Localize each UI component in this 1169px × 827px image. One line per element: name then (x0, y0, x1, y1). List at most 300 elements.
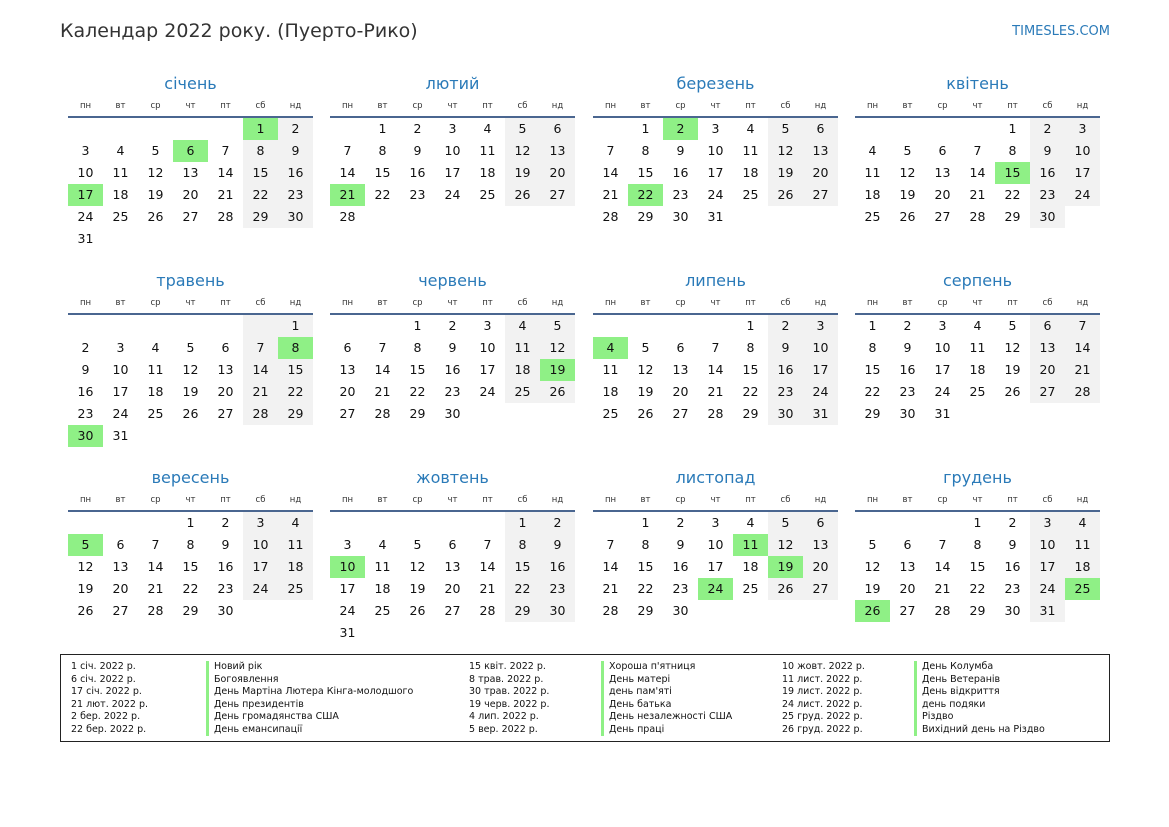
weekday-label: пт (482, 101, 493, 111)
empty-cell (435, 622, 470, 644)
day-cell: 19 (637, 384, 654, 399)
day-cell: 7 (378, 340, 387, 355)
month-name: липень (685, 271, 746, 290)
day-cell: 28 (217, 209, 234, 224)
weekday-label: вт (640, 101, 651, 111)
day-cell: 18 (147, 384, 164, 399)
day-cell: 8 (278, 337, 313, 359)
empty-cell (208, 315, 243, 337)
day-cell: 8 (868, 340, 877, 355)
day-cell: 15 (278, 359, 313, 381)
day-cell: 11 (742, 143, 759, 158)
day-cell: 14 (1065, 337, 1100, 359)
legend-names-3 (914, 661, 1045, 736)
day-cell: 13 (339, 362, 356, 377)
day-cell: 2 (1008, 515, 1017, 530)
weekday-label: вт (902, 101, 913, 111)
empty-cell (208, 228, 243, 250)
weekday-header (855, 493, 1100, 508)
day-cell: 11 (278, 534, 313, 556)
day-grid (330, 512, 575, 644)
weekday-label: пн (604, 495, 617, 505)
empty-cell (505, 206, 540, 228)
day-cell: 4 (116, 143, 125, 158)
month-name: березень (676, 74, 755, 93)
day-cell: 24 (1030, 578, 1065, 600)
weekday-label: пн (866, 495, 879, 505)
day-cell: 20 (540, 162, 575, 184)
day-cell: 27 (217, 406, 234, 421)
day-cell: 18 (112, 187, 129, 202)
day-cell: 4 (746, 121, 755, 136)
empty-cell (1065, 206, 1100, 228)
weekday-label: нд (289, 101, 302, 111)
day-cell: 29 (278, 403, 313, 425)
day-cell: 23 (899, 384, 916, 399)
day-cell: 11 (864, 165, 881, 180)
day-cell: 12 (147, 165, 164, 180)
day-cell: 11 (1065, 534, 1100, 556)
day-cell: 9 (221, 537, 230, 552)
day-cell: 25 (112, 209, 129, 224)
day-cell: 22 (628, 184, 663, 206)
day-cell: 11 (112, 165, 129, 180)
empty-cell (173, 228, 208, 250)
weekday-label: вт (902, 298, 913, 308)
month-4 (855, 73, 1100, 228)
day-cell: 13 (182, 165, 199, 180)
empty-cell (208, 425, 243, 447)
day-cell: 5 (1008, 318, 1017, 333)
day-cell: 27 (672, 406, 689, 421)
day-cell: 16 (1030, 162, 1065, 184)
day-cell: 17 (1065, 162, 1100, 184)
day-cell: 16 (899, 362, 916, 377)
weekday-label: сб (1042, 101, 1053, 111)
day-cell: 24 (77, 209, 94, 224)
day-cell: 7 (711, 340, 720, 355)
weekday-label: пн (79, 101, 92, 111)
day-cell: 15 (969, 559, 986, 574)
day-cell: 15 (995, 162, 1030, 184)
weekday-label: пт (482, 298, 493, 308)
empty-cell (103, 315, 138, 337)
holiday-name: День емансипації (206, 724, 413, 737)
day-cell: 22 (243, 184, 278, 206)
day-cell: 21 (147, 581, 164, 596)
day-cell: 12 (505, 140, 540, 162)
day-cell: 19 (505, 162, 540, 184)
holiday-date: 26 груд. 2022 р. (782, 723, 863, 735)
weekday-label: чт (710, 298, 721, 308)
holiday-name: День Ветеранів (914, 674, 1045, 687)
day-cell: 25 (278, 578, 313, 600)
weekday-label: сб (1042, 495, 1053, 505)
holiday-name: День Мартіна Лютера Кінга-молодшого (206, 686, 413, 699)
day-cell: 23 (768, 381, 803, 403)
empty-cell (365, 206, 400, 228)
day-cell: 15 (505, 556, 540, 578)
weekday-label: чт (972, 101, 983, 111)
weekday-label: чт (972, 495, 983, 505)
holiday-date: 19 лист. 2022 р. (782, 686, 863, 697)
day-cell: 1 (1008, 121, 1017, 136)
day-cell: 25 (742, 187, 759, 202)
site-link[interactable]: TIMESLES.COM (1012, 24, 1110, 39)
day-cell: 1 (505, 512, 540, 534)
day-cell: 31 (934, 406, 951, 421)
day-cell: 16 (77, 384, 94, 399)
day-cell: 1 (413, 318, 422, 333)
weekday-label: чт (185, 101, 196, 111)
day-cell: 31 (112, 428, 129, 443)
holiday-date: 10 жовт. 2022 р. (782, 661, 865, 672)
day-cell: 30 (540, 600, 575, 622)
weekday-label: вт (115, 101, 126, 111)
day-cell: 28 (602, 603, 619, 618)
day-cell: 26 (540, 381, 575, 403)
day-cell: 9 (448, 340, 457, 355)
day-cell: 17 (112, 384, 129, 399)
day-cell: 2 (903, 318, 912, 333)
day-cell: 2 (413, 121, 422, 136)
month-name: листопад (675, 468, 756, 487)
day-cell: 5 (903, 143, 912, 158)
day-cell: 22 (1004, 187, 1021, 202)
weekday-label: ср (412, 101, 423, 111)
empty-cell (400, 206, 435, 228)
empty-cell (960, 118, 995, 140)
day-cell: 7 (606, 143, 615, 158)
empty-cell (855, 118, 890, 140)
day-cell: 30 (444, 406, 461, 421)
day-cell: 24 (803, 381, 838, 403)
day-cell: 20 (899, 581, 916, 596)
weekday-label: пт (1007, 495, 1018, 505)
weekday-label: чт (972, 298, 983, 308)
day-cell: 1 (746, 318, 755, 333)
day-cell: 22 (505, 578, 540, 600)
day-cell: 11 (602, 362, 619, 377)
empty-cell (593, 512, 628, 534)
day-cell: 6 (803, 512, 838, 534)
legend-names-2 (601, 661, 732, 736)
day-cell: 26 (768, 578, 803, 600)
weekday-label: сб (780, 495, 791, 505)
day-cell: 25 (864, 209, 881, 224)
month-12 (855, 467, 1100, 622)
day-cell: 24 (112, 406, 129, 421)
empty-cell (243, 228, 278, 250)
legend-dates-3 (782, 661, 865, 736)
day-cell: 4 (746, 515, 755, 530)
weekday-label: чт (710, 495, 721, 505)
empty-cell (365, 315, 400, 337)
day-cell: 23 (540, 578, 575, 600)
day-cell: 3 (711, 121, 720, 136)
day-cell: 11 (147, 362, 164, 377)
day-cell: 20 (339, 384, 356, 399)
day-cell: 17 (1030, 556, 1065, 578)
weekday-label: нд (289, 495, 302, 505)
weekday-label: сб (517, 101, 528, 111)
day-cell: 1 (868, 318, 877, 333)
day-cell: 3 (243, 512, 278, 534)
day-cell: 6 (116, 537, 125, 552)
day-cell: 20 (444, 581, 461, 596)
day-cell: 12 (768, 140, 803, 162)
day-cell: 24 (339, 603, 356, 618)
day-cell: 8 (746, 340, 755, 355)
day-cell: 3 (116, 340, 125, 355)
day-cell: 14 (217, 165, 234, 180)
weekday-label: чт (185, 495, 196, 505)
day-cell: 14 (969, 165, 986, 180)
day-cell: 21 (602, 581, 619, 596)
empty-cell (890, 118, 925, 140)
day-cell: 8 (413, 340, 422, 355)
day-cell: 19 (899, 187, 916, 202)
day-cell: 30 (1004, 603, 1021, 618)
day-cell: 4 (868, 143, 877, 158)
holiday-legend (60, 654, 1110, 742)
weekday-label: ср (150, 101, 161, 111)
day-cell: 8 (378, 143, 387, 158)
day-cell: 18 (742, 559, 759, 574)
holiday-name: День президентів (206, 699, 413, 712)
day-cell: 25 (602, 406, 619, 421)
holiday-name: Вихідний день на Різдво (914, 724, 1045, 737)
day-cell: 6 (1030, 315, 1065, 337)
day-cell: 29 (637, 209, 654, 224)
weekday-label: чт (447, 101, 458, 111)
day-cell: 28 (374, 406, 391, 421)
day-cell: 23 (444, 384, 461, 399)
day-cell: 26 (855, 600, 890, 622)
day-cell: 4 (593, 337, 628, 359)
day-cell: 22 (409, 384, 426, 399)
empty-cell (768, 206, 803, 228)
day-grid (330, 118, 575, 228)
weekday-label: сб (1042, 298, 1053, 308)
day-cell: 19 (768, 556, 803, 578)
day-cell: 10 (934, 340, 951, 355)
weekday-label: вт (115, 298, 126, 308)
weekday-label: ср (937, 298, 948, 308)
empty-cell (330, 118, 365, 140)
weekday-label: пт (745, 298, 756, 308)
empty-cell (138, 425, 173, 447)
day-cell: 27 (182, 209, 199, 224)
day-cell: 19 (182, 384, 199, 399)
day-cell: 30 (672, 209, 689, 224)
day-cell: 14 (602, 559, 619, 574)
month-9 (68, 467, 313, 622)
day-cell: 14 (602, 165, 619, 180)
day-cell: 21 (243, 381, 278, 403)
day-cell: 23 (278, 184, 313, 206)
day-cell: 19 (768, 162, 803, 184)
weekday-header (68, 493, 313, 508)
empty-cell (470, 622, 505, 644)
day-cell: 24 (243, 578, 278, 600)
weekday-label: вт (377, 101, 388, 111)
holiday-date: 4 лип. 2022 р. (469, 711, 539, 722)
empty-cell (470, 403, 505, 425)
holiday-name: День праці (601, 724, 732, 737)
weekday-label: сб (517, 495, 528, 505)
weekday-header (593, 493, 838, 508)
day-cell: 9 (676, 143, 685, 158)
day-cell: 16 (672, 165, 689, 180)
day-cell: 24 (479, 384, 496, 399)
empty-cell (173, 118, 208, 140)
weekday-label: пн (866, 101, 879, 111)
day-cell: 9 (1030, 140, 1065, 162)
month-8 (855, 270, 1100, 425)
weekday-label: пн (866, 298, 879, 308)
day-cell: 17 (707, 165, 724, 180)
day-cell: 24 (707, 187, 724, 202)
day-cell: 22 (637, 581, 654, 596)
day-cell: 5 (151, 143, 160, 158)
weekday-label: нд (814, 495, 827, 505)
day-cell: 2 (540, 512, 575, 534)
empty-cell (68, 118, 103, 140)
holiday-name: День Колумба (914, 661, 1045, 674)
month-name: вересень (151, 468, 230, 487)
day-cell: 14 (479, 559, 496, 574)
day-cell: 3 (803, 315, 838, 337)
day-cell: 7 (938, 537, 947, 552)
empty-cell (103, 118, 138, 140)
day-cell: 26 (147, 209, 164, 224)
day-cell: 29 (243, 206, 278, 228)
empty-cell (243, 425, 278, 447)
day-cell: 9 (903, 340, 912, 355)
month-name: травень (156, 271, 225, 290)
day-cell: 17 (68, 184, 103, 206)
empty-cell (698, 315, 733, 337)
weekday-label: ср (412, 298, 423, 308)
holiday-date: 5 вер. 2022 р. (469, 723, 538, 735)
day-cell: 23 (1004, 581, 1021, 596)
weekday-label: нд (551, 101, 564, 111)
day-cell: 31 (77, 231, 94, 246)
empty-cell (1065, 600, 1100, 622)
day-cell: 25 (505, 381, 540, 403)
empty-cell (138, 118, 173, 140)
day-cell: 21 (934, 581, 951, 596)
month-2 (330, 73, 575, 228)
day-cell: 5 (768, 512, 803, 534)
day-cell: 6 (448, 537, 457, 552)
day-cell: 20 (1030, 359, 1065, 381)
weekday-header (68, 296, 313, 311)
day-cell: 17 (339, 581, 356, 596)
day-cell: 13 (217, 362, 234, 377)
day-cell: 10 (330, 556, 365, 578)
weekday-label: чт (710, 101, 721, 111)
day-cell: 6 (540, 118, 575, 140)
day-cell: 28 (969, 209, 986, 224)
day-cell: 30 (899, 406, 916, 421)
day-cell: 2 (1030, 118, 1065, 140)
day-cell: 26 (182, 406, 199, 421)
empty-cell (103, 228, 138, 250)
day-cell: 14 (147, 559, 164, 574)
day-cell: 23 (217, 581, 234, 596)
weekday-label: ср (150, 298, 161, 308)
day-cell: 21 (969, 187, 986, 202)
day-cell: 9 (1008, 537, 1017, 552)
day-cell: 21 (217, 187, 234, 202)
day-cell: 3 (1065, 118, 1100, 140)
weekday-label: нд (814, 101, 827, 111)
day-cell: 28 (707, 406, 724, 421)
day-cell: 29 (742, 406, 759, 421)
day-cell: 14 (339, 165, 356, 180)
day-cell: 27 (1030, 381, 1065, 403)
day-cell: 30 (672, 603, 689, 618)
day-cell: 29 (969, 603, 986, 618)
day-cell: 18 (278, 556, 313, 578)
day-cell: 22 (374, 187, 391, 202)
weekday-label: чт (185, 298, 196, 308)
day-cell: 10 (707, 537, 724, 552)
day-cell: 28 (602, 209, 619, 224)
holiday-date: 15 квіт. 2022 р. (469, 661, 546, 672)
day-cell: 13 (899, 559, 916, 574)
weekday-label: вт (377, 495, 388, 505)
holiday-date: 11 лист. 2022 р. (782, 673, 863, 685)
day-cell: 17 (707, 559, 724, 574)
holiday-date: 21 лют. 2022 р. (71, 698, 148, 710)
weekday-header (593, 99, 838, 114)
day-cell: 1 (641, 515, 650, 530)
day-cell: 13 (540, 140, 575, 162)
empty-cell (628, 315, 663, 337)
empty-cell (435, 512, 470, 534)
weekday-label: вт (902, 495, 913, 505)
legend-dates-2 (469, 661, 549, 736)
empty-cell (540, 206, 575, 228)
day-cell: 4 (973, 318, 982, 333)
day-cell: 2 (663, 118, 698, 140)
day-cell: 5 (68, 534, 103, 556)
holiday-name: день подяки (914, 699, 1045, 712)
empty-cell (138, 228, 173, 250)
day-cell: 28 (934, 603, 951, 618)
empty-cell (540, 622, 575, 644)
month-5 (68, 270, 313, 447)
day-cell: 10 (803, 337, 838, 359)
day-cell: 16 (444, 362, 461, 377)
day-cell: 5 (641, 340, 650, 355)
day-cell: 27 (112, 603, 129, 618)
day-cell: 26 (637, 406, 654, 421)
empty-cell (768, 600, 803, 622)
day-cell: 1 (278, 315, 313, 337)
weekday-label: сб (780, 101, 791, 111)
holiday-date: 8 трав. 2022 р. (469, 673, 544, 685)
day-cell: 20 (934, 187, 951, 202)
weekday-label: ср (675, 495, 686, 505)
weekday-label: пт (745, 495, 756, 505)
day-cell: 30 (217, 603, 234, 618)
month-name: січень (164, 74, 217, 93)
holiday-date: 2 бер. 2022 р. (71, 711, 141, 722)
